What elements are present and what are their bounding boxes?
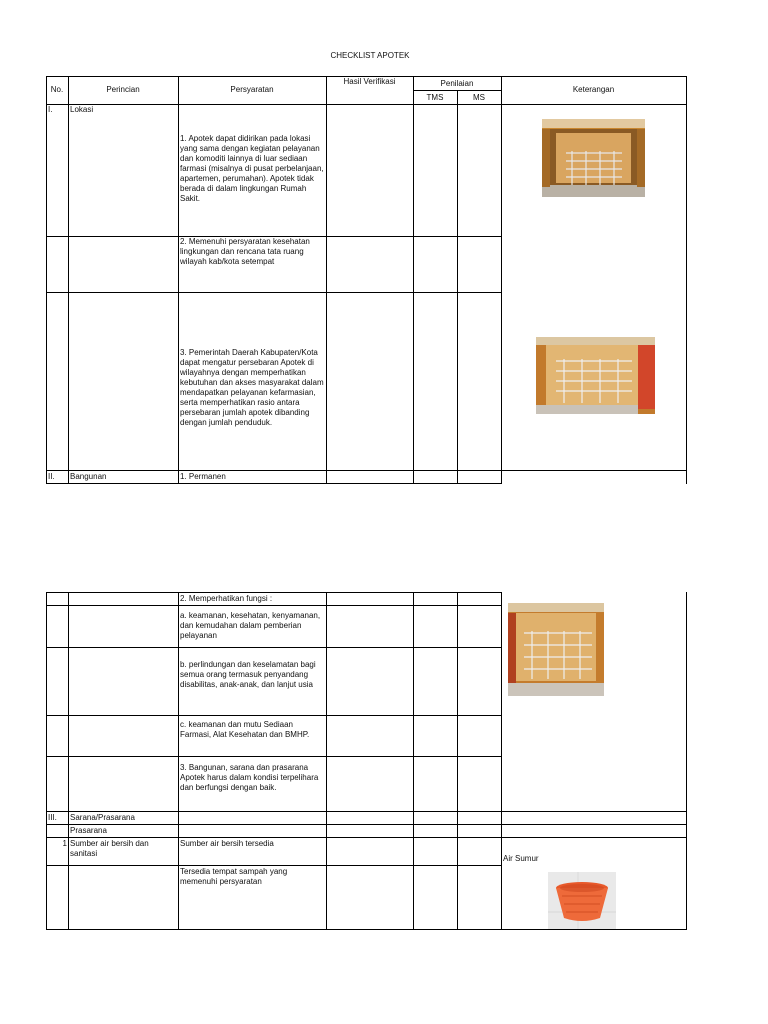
header-tms: TMS: [426, 93, 444, 102]
requirement-text: 3. Pemerintah Daerah Kabupaten/Kota dapat mengatur persebaran Apotek di wilayahnya dengan memperhatikan kebutuhan dan akses masyarakat dalam mendapatkan pelayanan kefarmasian, serta memperhatikan rasio antara persebaran jumlah apotek dibanding dengan jumlah penduduk.: [180, 348, 324, 427]
section-label: Lokasi: [70, 105, 94, 114]
pharmacy-counter-photo: [508, 603, 604, 696]
item-number: 1: [62, 839, 67, 848]
header-perincian: Perincian: [106, 85, 140, 94]
section-label: Sarana/Prasarana: [70, 813, 135, 822]
header-penilaian: Penilaian: [440, 79, 474, 88]
header-keterangan: Keterangan: [572, 85, 615, 94]
requirement-text: 2. Memenuhi persyaratan kesehatan lingkungan dan rencana tata ruang wilayah kab/kota setempat: [180, 237, 310, 266]
requirement-text: c. keamanan dan mutu Sediaan Farmasi, Alat Kesehatan dan BMHP.: [180, 720, 310, 739]
orange-basket-photo: [548, 872, 616, 929]
keterangan-text: Air Sumur: [503, 854, 539, 863]
requirement-text: 2. Memperhatikan fungsi :: [180, 594, 273, 603]
section-number: II.: [48, 472, 55, 481]
section-number: III.: [48, 813, 57, 822]
requirement-text: a. keamanan, kesehatan, kenyamanan, dan kemudahan dalam pemberian pelayanan: [180, 611, 321, 640]
item-label: Sumber air bersih dan sanitasi: [70, 839, 149, 858]
header-no: No.: [50, 85, 64, 94]
requirement-text: 1. Permanen: [180, 472, 226, 481]
section-label: Bangunan: [70, 472, 107, 481]
requirement-text: Sumber air bersih tersedia: [180, 839, 274, 848]
requirement-text: b. perlindungan dan keselamatan bagi semua orang termasuk penyandang disabilitas, anak-anak, dan lanjut usia: [180, 660, 316, 689]
requirement-text: 3. Bangunan, sarana dan prasarana Apotek harus dalam kondisi terpelihara dan berfungsi dengan baik.: [180, 763, 319, 792]
page-title: CHECKLIST APOTEK: [330, 51, 410, 60]
subsection-label: Prasarana: [70, 826, 107, 835]
section-number: I.: [48, 105, 53, 114]
header-persyaratan: Persyaratan: [230, 85, 274, 94]
header-hasil-verifikasi: Hasil Verifikasi: [343, 77, 396, 86]
header-ms: MS: [473, 93, 485, 102]
requirement-text: 1. Apotek dapat didirikan pada lokasi yang sama dengan kegiatan pelayanan dan komoditi lainnya di luar sediaan farmasi (misalnya di pusat perbelanjaan, apartemen, perumahan). Apotek tidak berada di dalam lingkungan Rumah Sakit.: [180, 134, 324, 203]
requirement-text: Tersedia tempat sampah yang memenuhi persyaratan: [180, 867, 288, 886]
